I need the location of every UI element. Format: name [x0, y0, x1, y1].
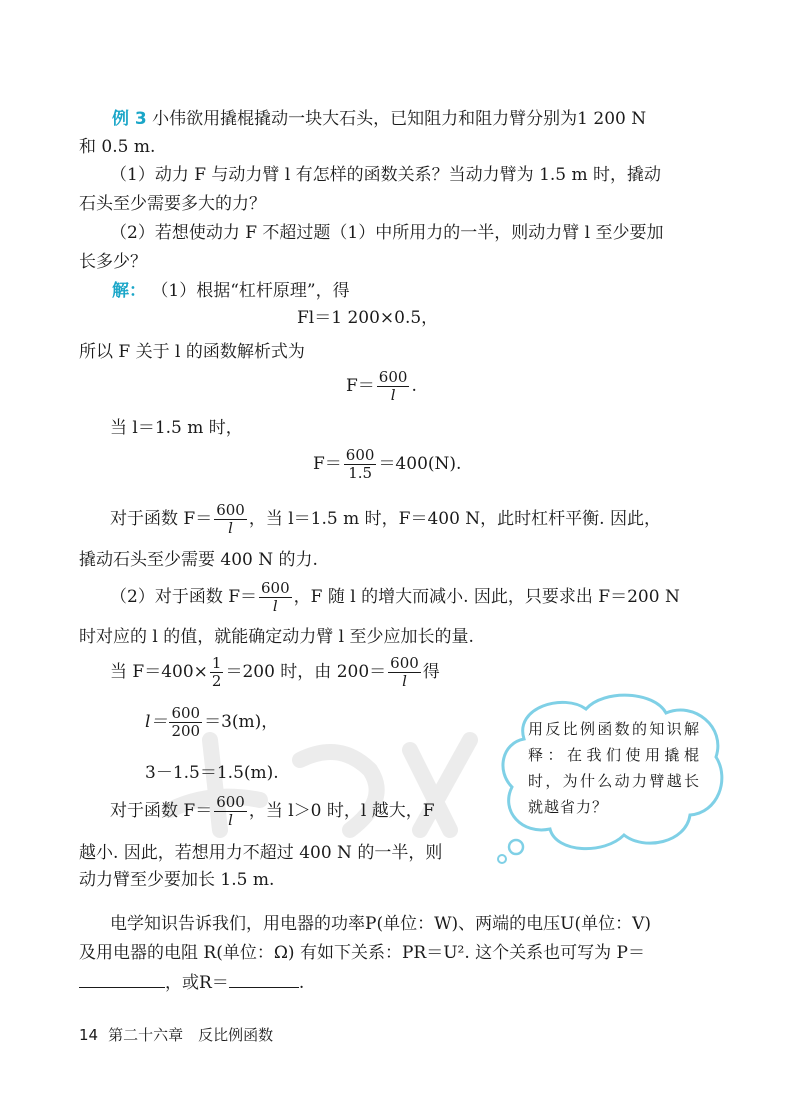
fraction	[344, 447, 377, 482]
thought-bubble-text: 用反比例函数的知识解释：在我们使用撬棍时，为什么动力臂越长就越省力？	[528, 720, 700, 816]
equation-4-left: l＝	[145, 712, 168, 732]
solution-line-8	[110, 655, 440, 690]
text-segment: 得	[422, 662, 440, 682]
equation-3	[313, 447, 461, 482]
example-label: 例 3	[112, 109, 147, 129]
text-segment: ，F 随 l 的增大而减小. 因此，只要求出 F＝200 N	[293, 587, 680, 607]
fraction-numerator: 1	[211, 654, 222, 672]
thought-bubble-dot	[509, 840, 523, 854]
question-1-line-2: 石头至少需要多大的力？	[79, 194, 266, 214]
fraction-denominator: 2	[211, 672, 222, 690]
text-segment: 当 F＝400×	[110, 662, 208, 682]
page-footer	[79, 1024, 273, 1045]
text-segment: ，或R＝	[165, 973, 229, 993]
fraction-numerator: 600	[216, 793, 245, 811]
text-segment: ＝200 时，由 200＝	[225, 662, 387, 682]
equation-4-right: ＝3(m)，	[204, 712, 279, 732]
solution-step-1: （1）根据“杠杆原理”，得	[151, 281, 350, 301]
fraction	[388, 655, 421, 690]
solution-line-11: 动力臂至少要加长 1.5 m.	[79, 870, 275, 890]
exercise-line-3	[79, 971, 304, 995]
solution-line-4	[110, 502, 661, 537]
text-segment: ，当 l＝1.5 m 时，F＝400 N，此时杠杆平衡. 因此，	[248, 509, 661, 529]
fraction-numerator: 600	[378, 368, 408, 386]
solution-line-10: 越小. 因此，若想用力不超过 400 N 的一半，则	[79, 843, 443, 863]
fraction-numerator: 600	[345, 446, 375, 464]
fraction-numerator: 600	[261, 579, 290, 597]
equation-3-left: F＝	[313, 454, 342, 474]
fraction-denominator: l	[228, 519, 233, 537]
equation-1: Fl＝1 200×0.5，	[297, 308, 439, 328]
solution-line-6	[110, 580, 680, 615]
example-intro-1: 小伟欲用撬棍撬动一块大石头，已知阻力和阻力臂分别为1 200 N	[152, 109, 647, 129]
solution-label: 解：	[112, 281, 146, 301]
fraction-numerator: 600	[390, 654, 419, 672]
equation-2-right: .	[411, 376, 417, 396]
chapter-title: 第二十六章 反比例函数	[108, 1026, 274, 1044]
text-segment: .	[298, 973, 305, 993]
solution-line-1	[112, 279, 350, 303]
fraction	[259, 580, 292, 615]
exercise-line-2: 及用电器的电阻 R(单位：Ω) 有如下关系：PR＝U². 这个关系也可写为 P＝	[79, 943, 645, 963]
text-segment: （2）对于函数 F＝	[110, 587, 258, 607]
equation-3-right: ＝400(N).	[378, 454, 462, 474]
fraction-denominator: 1.5	[348, 464, 373, 482]
text-segment: 对于函数 F＝	[110, 801, 213, 821]
fraction-denominator: l	[272, 597, 278, 615]
solution-line-9	[110, 794, 435, 829]
answer-blank-2[interactable]	[229, 971, 299, 988]
example-intro-2: 和 0.5 m.	[79, 137, 156, 157]
fraction	[169, 705, 202, 740]
solution-line-3: 当 l＝1.5 m 时，	[110, 418, 243, 438]
fraction	[214, 794, 247, 829]
solution-line-7: 时对应的 l 的值，就能确定动力臂 l 至少应加长的量.	[79, 627, 474, 647]
answer-blank-1[interactable]	[79, 971, 165, 988]
question-2-line-1: （2）若想使动力 F 不超过题（1）中所用力的一半，则动力臂 l 至少要加	[110, 223, 664, 243]
fraction-denominator: l	[402, 672, 407, 690]
question-1-line-1: （1）动力 F 与动力臂 l 有怎样的函数关系？当动力臂为 1.5 m 时，撬动	[110, 165, 662, 185]
fraction-denominator: l	[228, 811, 233, 829]
equation-4	[145, 705, 278, 740]
fraction-denominator: l	[390, 386, 396, 404]
exercise-line-1: 电学知识告诉我们，用电器的功率P(单位：W)、两端的电压U(单位：V)	[110, 914, 652, 934]
page-number: 14	[79, 1026, 99, 1044]
thought-bubble-dot	[498, 855, 506, 863]
fraction	[210, 655, 224, 690]
fraction	[377, 369, 410, 404]
equation-2	[346, 369, 417, 404]
fraction-numerator: 600	[216, 501, 245, 519]
fraction	[214, 502, 247, 537]
solution-line-2: 所以 F 关于 l 的函数解析式为	[79, 342, 305, 362]
example-paragraph-1	[112, 107, 646, 131]
fraction-numerator: 600	[171, 704, 201, 722]
text-segment: 对于函数 F＝	[110, 509, 213, 529]
solution-line-5: 撬动石头至少需要 400 N 的力.	[79, 550, 318, 570]
fraction-denominator: 200	[171, 722, 201, 740]
question-2-line-2: 长多少？	[79, 252, 147, 272]
equation-2-left: F＝	[346, 376, 375, 396]
equation-5: 3－1.5＝1.5(m).	[145, 763, 279, 783]
text-segment: ，当 l＞0 时，l 越大，F	[248, 801, 435, 821]
